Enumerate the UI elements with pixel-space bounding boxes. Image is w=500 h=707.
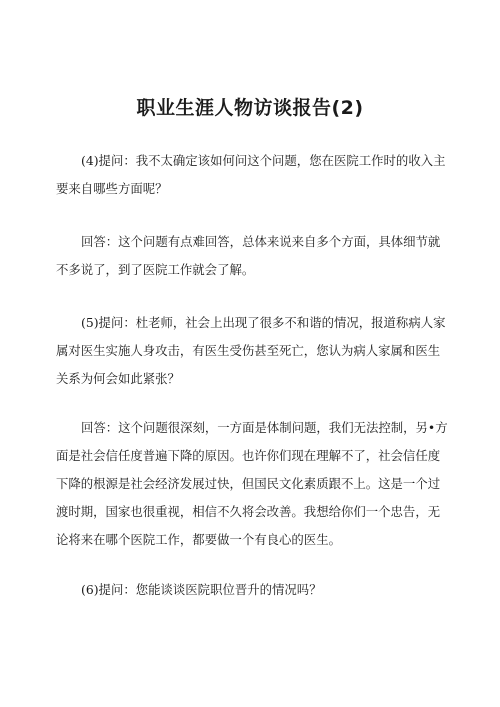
answer-4-paragraph: 回答：这个问题有点难回答，总体来说来自多个方面，具体细节就不多说了，到了医院工作就会了解。 [56,234,441,277]
question-6-paragraph: (6)提问：您能谈谈医院职位晋升的情况吗？ [81,582,322,597]
answer-5-paragraph: 回答：这个问题很深刻，一方面是体制问题，我们无法控制，另•方面是社会信任度普遍下降的原因。也许你们现在理解不了，社会信任度下降的根源是社会经济发展过快，但国民文化素质跟不上。这是一个过渡时期，国家也很重视，相信不久将会改善。我想给你们一个忠告，无论将来在哪个医院工作，都要做一个有良心的医生。 [56,420,448,547]
question-5-paragraph: (5)提问：杜老师，社会上出现了很多不和谐的情况，报道称病人家属对医生实施人身攻击，有医生受伤甚至死亡，您认为病人家属和医生关系为何会如此紧张？ [56,315,446,386]
question-4-paragraph: (4)提问：我不太确定该如何问这个问题，您在医院工作时的收入主要来自哪些方面呢？ [56,153,446,196]
document-title: 职业生涯人物访谈报告(2) [136,97,364,119]
